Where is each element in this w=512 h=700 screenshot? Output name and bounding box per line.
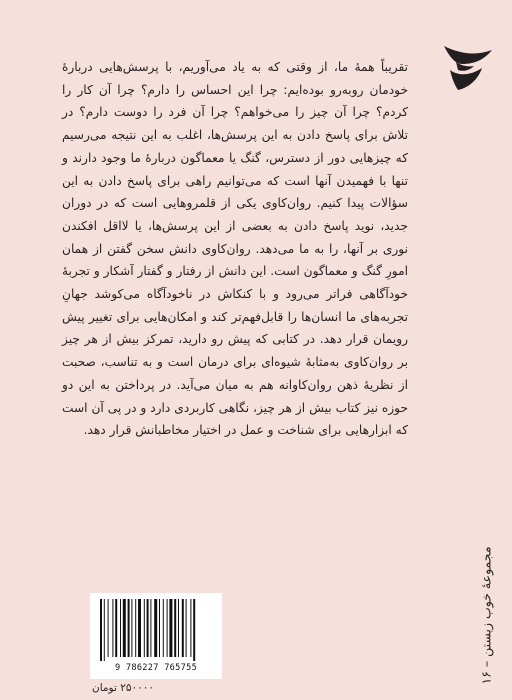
series-label: مجموعهٔ خوب زیستن – ۱۶: [478, 545, 494, 685]
publisher-logo-icon: [440, 40, 496, 96]
isbn-digits: 9 786227 765755: [114, 663, 198, 673]
barcode: [90, 593, 222, 679]
price-label: ۲۵۰۰۰۰ تومان: [92, 682, 155, 694]
barcode-icon: [96, 599, 216, 661]
series-label-container: [474, 540, 498, 690]
blurb-paragraph: تقریباً همهٔ ما، از وقتی که به یاد می‌آوریم، با پرسش‌هایی دربارهٔ خودمان روبه‌رو بوده‌ایم: چرا این احساس را دارم؟ چرا آن کار را کردم؟ چرا آن چیز را می‌خواهم؟ چرا آن فرد را دوست دارم؟ در تلاش برای پاسخ دادن به این پرسش‌ها، اغلب به این نتیجه می‌رسیم که چیزهایی دور از دسترس، گنگ یا معماگون دربارهٔ ما وجود دارند و تنها با فهمیدن آنها است که می‌توانیم راهی برای پاسخ دادن به این سؤالات پیدا کنیم. روان‌کاوی یکی از قلمروهایی است که در دوران جدید، نوید پاسخ دادن به بعضی از این پرسش‌ها، یا لااقل افکندن نوری بر آنها، را به ما می‌دهد. روان‌کاوی دانش سخن گفتن از همان امورِ گنگ و معماگون است. این دانش از رفتار و گفتار آشکار و تجربهٔ خودآگاهی فراتر می‌رود و با کنکاش در ناخودآگاه می‌کوشد جهانِ تجربه‌های ما انسان‌ها را قابل‌فهم‌تر کند و امکان‌هایی برای تغییر پیش رویمان قرار دهد. در کتابی که پیش رو دارید، تمرکز بیش از هر چیز بر روان‌کاوی به‌مثابهٔ شیوه‌ای برای درمان است و به تناسب، صحبت از نظریهٔ ذهن روان‌کاوانه هم به میان می‌آید. در پرداختن به این دو حوزه نیز کتاب بیش از هر چیز، نگاهی کاربردی دارد و در پی آن است که ابزارهایی برای شناخت و عمل در اختیار مخاطبانش قرار دهد.: [62, 60, 408, 438]
back-cover-blurb: [62, 56, 408, 442]
